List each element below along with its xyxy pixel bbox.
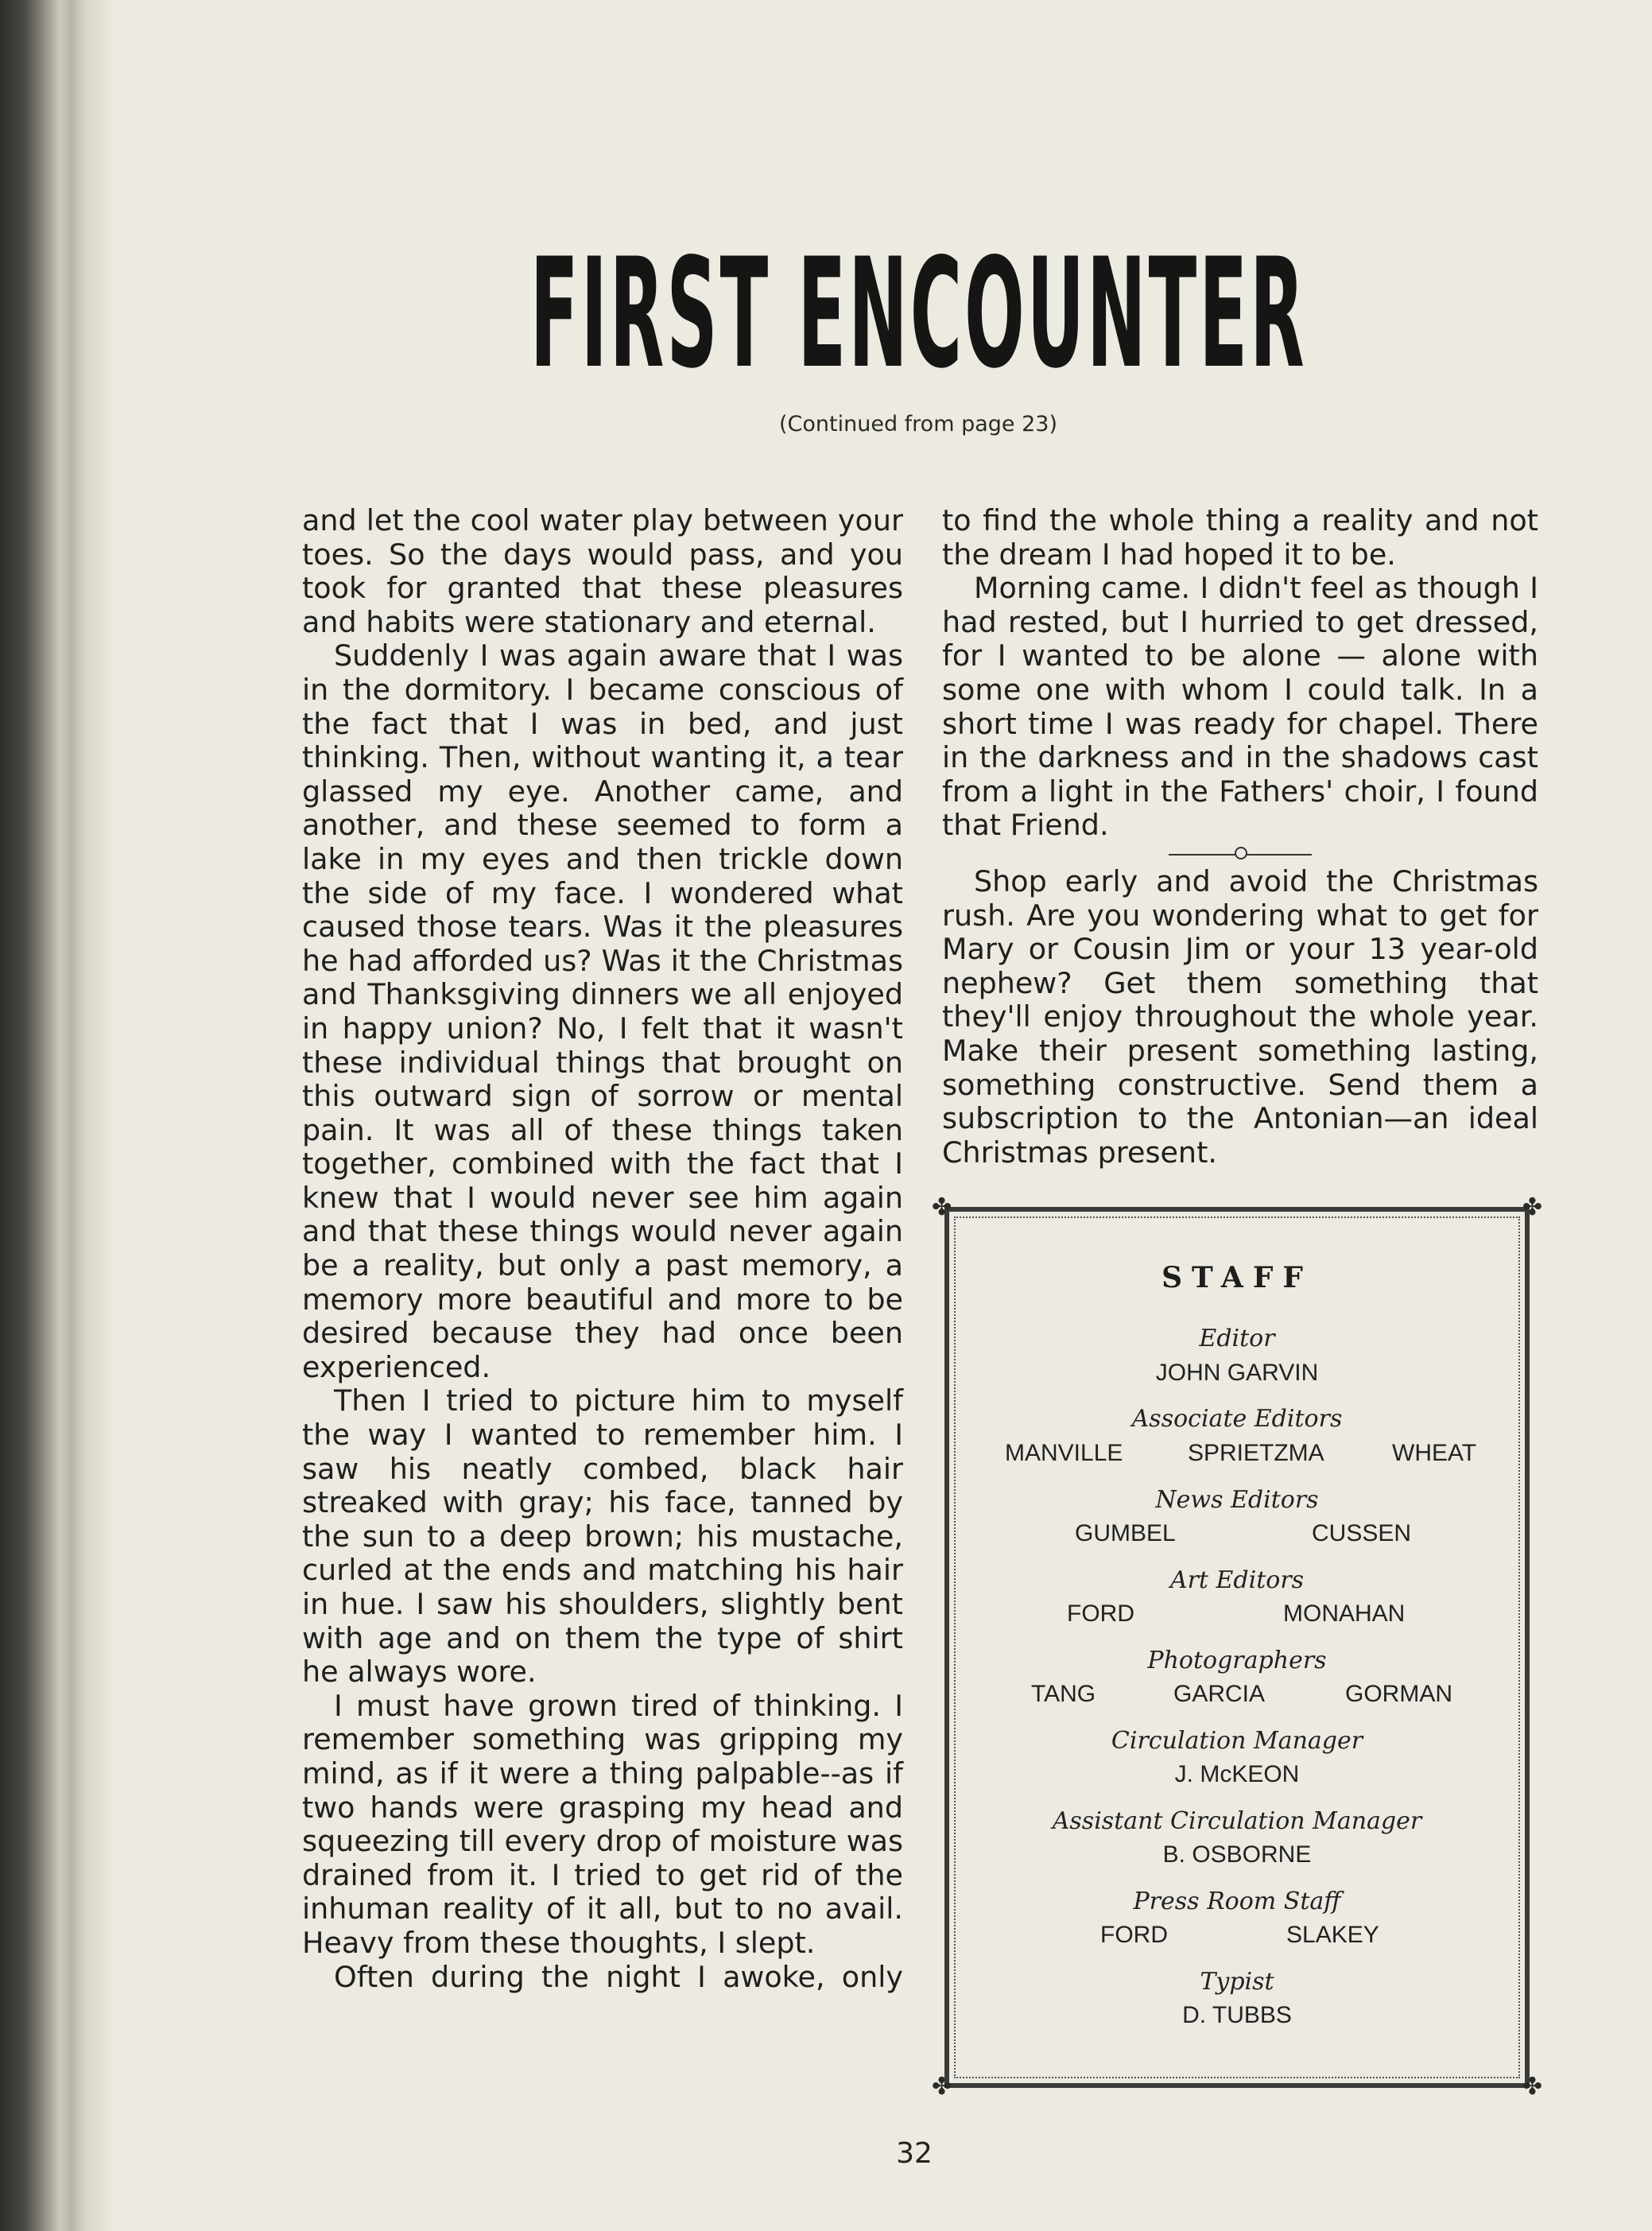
staff-names [949,1841,1525,1868]
staff-name: GORMAN [1345,1681,1452,1707]
book-binding-edge [0,0,111,2231]
staff-names [949,1761,1525,1788]
staff-names [949,2002,1525,2029]
staff-name: TANG [1031,1681,1096,1707]
staff-name: SLAKEY [1286,1922,1379,1948]
corner-ornament-icon: ✤ [1522,1193,1542,1221]
staff-role: Typist [1200,1968,1274,1996]
staff-role: Associate Editors [1131,1405,1343,1433]
staff-heading: STAFF [1161,1261,1313,1294]
staff-box [932,1193,1542,2101]
paragraph: Suddenly I was again aware that I was in the dormitory. I became conscious of the fact that I was in bed, and just thinking. Then, without wanting it, a tear glassed my eye. Another came, and another, and these seemed to form a lake in my eyes and then trickle down the side of my face. I wondered what caused those tears. Was it the pleasures he had afforded us? Was it the Christmas and Thanksgiving dinners we all enjoyed in happy union? No, I felt that it wasn't these individual things that brought on this outward sign of sorrow or mental pain. It was all of these things taken together, combined with the fact that I knew that I would never see him again and that these things would never again be a reality, but only a past memory, a memory more beautiful and more to be desired because they had once been experienced. [302,638,903,1384]
staff-role: Photographers [1147,1647,1327,1674]
staff-role: Assistant Circulation Manager [1052,1807,1422,1835]
staff-name: FORD [1100,1922,1168,1948]
right-text-column [942,504,1538,1170]
staff-name: GARCIA [1173,1681,1266,1707]
staff-name: SPRIETZMA [1188,1440,1324,1466]
corner-ornament-icon: ✤ [1522,2073,1542,2101]
paragraph: Then I tried to picture him to myself the way I wanted to remember him. I saw his neatly combed, black hair streaked with gray; his face, tanned by the sun to a deep brown; his mustache, curled at the ends and matching his hair in hue. I saw his shoulders, slightly bent with age and on them the type of shirt he always wore. [302,1383,903,1690]
continued-note: (Continued from page 23) [779,412,1057,436]
staff-name: WHEAT [1392,1440,1477,1466]
paragraph: I must have grown tired of thinking. I remember something was gripping my mind, as if it were a thing palpable--as if two hands were grasping my head and squeezing till every drop of moisture was drained from it. I tried to get rid of the inhuman reality of it all, but to no avail. Heavy from these thoughts, I slept. [302,1688,903,1960]
staff-role: News Editors [1155,1486,1319,1514]
staff-name: FORD [1067,1600,1134,1627]
staff-name: J. McKEON [1174,1761,1300,1787]
paragraph: to find the whole thing a reality and not the dream I had hoped it to be. [942,503,1538,572]
left-text-column [302,504,903,1994]
corner-ornament-icon: ✤ [932,1193,952,1221]
section-divider [1169,854,1312,856]
staff-name: MONAHAN [1283,1600,1406,1627]
divider-circle-ornament [1235,847,1247,859]
paragraph: and let the cool water play between your toes. So the days would pass, and you took for granted that these pleasures and habits were stationary and eternal. [302,503,903,639]
staff-name: JOHN GARVIN [1155,1360,1319,1386]
staff-role: Art Editors [1169,1566,1305,1594]
staff-name: D. TUBBS [1182,2002,1292,2028]
staff-name: CUSSEN [1312,1520,1412,1546]
staff-name: B. OSBORNE [1162,1841,1312,1868]
staff-role: Circulation Manager [1111,1727,1363,1755]
paragraph: Often during the night I awoke, only [334,1959,903,1994]
subscription-notice: Shop early and avoid the Christmas rush. Are you wondering what to get for Mary or Cousin Jim or your 13 year-old nephew? Get them something that they'll enjoy throughout the whole year. Make their present something lasting, something constructive. Send them a subscription to the Antonian—an ideal Christmas present. [942,863,1538,1170]
paragraph: Morning came. I didn't feel as though I had rested, but I hurried to get dressed, for I wanted to be alone — alone with some one with whom I could talk. In a short time I was ready for chapel. There in the darkness and in the shadows cast from a light in the Fathers' choir, I found that Friend. [942,571,1538,843]
staff-name: MANVILLE [1005,1440,1123,1466]
staff-role: Press Room Staff [1133,1888,1341,1915]
staff-name: GUMBEL [1075,1520,1176,1546]
page-number: 32 [896,2137,933,2170]
article-title: FIRST ENCOUNTER [529,226,1307,402]
staff-names [949,1360,1525,1387]
corner-ornament-icon: ✤ [932,2073,952,2101]
staff-role: Editor [1199,1325,1275,1352]
